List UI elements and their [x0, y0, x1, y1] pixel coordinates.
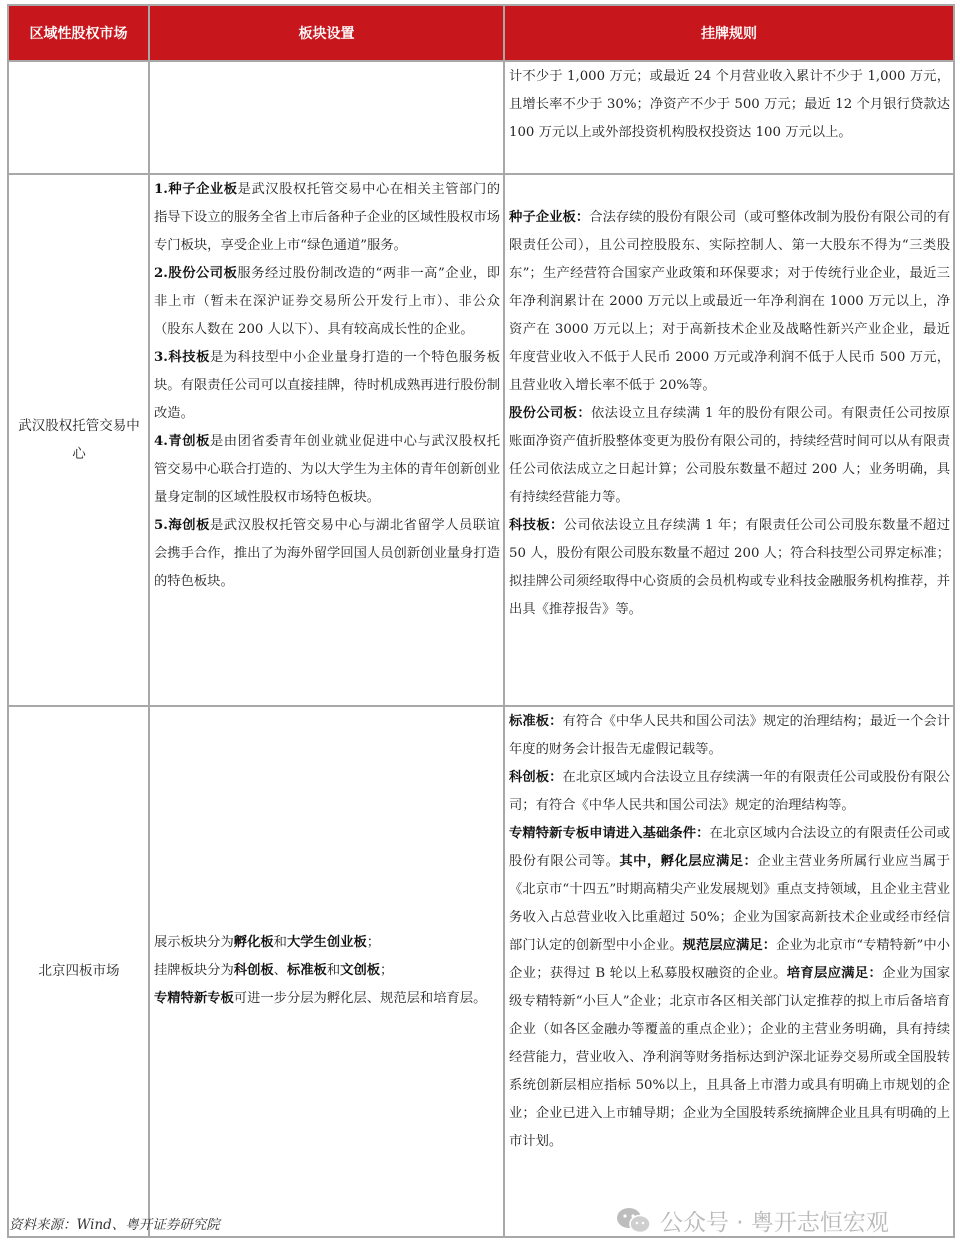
rich-paragraph: 挂牌板块分为科创板、标准板和文创板；: [154, 963, 394, 978]
rule-paragraph: 计不少于 1,000 万元；或最近 24 个月营业收入累计不少于 1,000 万元，且增长率不少于 30%；净资产不少于 500 万元；最近 12 个月银行贷款达 100 万元以上或外部投资机构股权投资达 100 万元以上。: [509, 69, 950, 140]
header-market: 区域性股权市场: [8, 5, 149, 61]
rich-paragraph: 标准板：有符合《中华人民共和国公司法》规定的治理结构；最近一个会计年度的财务会计报告无虚假记载等。: [509, 714, 951, 757]
rich-paragraph: 专精特新专板申请进入基础条件：在北京区域内合法设立的有限责任公司或股份有限公司等。其中，孵化层应满足：企业主营业务所属行业应当属于《北京市“十四五”时期高精尖产业发展规划》重点支持领域，且企业主营业务收入占总营业收入比重超过 50%；企业为国家高新技术企业或经市经信部门认定的创新型中小企业。规范层应满足：企业为北京市“专精特新”中小企业；获得过 B 轮以上私募股权融资的企业。培育层应满足：企业为国家级专精特新“小巨人”企业；北京市各区相关部门认定推荐的拟上市后备培育企业（如各区金融办等覆盖的重点企业）；企业的主营业务明确，具有持续经营能力，营业收入、净利润等财务指标达到沪深北证券交易所或全国股转系统创新层相应指标 50%以上，且具备上市潜力或具有明确上市规划的企业；企业已进入上市辅导期；企业为全国股转系统摘牌企业且具有明确的上市计划。: [509, 826, 951, 1149]
board-item: 2.股份公司板服务经过股份制改造的“两非一高”企业，即非上市（暂未在深沪证券交易所公开发行上市）、非公众（股东人数在 200 人以下）、具有较高成长性的企业。: [154, 266, 500, 337]
wechat-icon: [616, 1207, 652, 1235]
board-item: 1.种子企业板是武汉股权托管交易中心在相关主管部门的指导下设立的服务全省上市后备种子企业的区域性股权市场专门板块，享受企业上市“绿色通道”服务。: [154, 182, 501, 253]
table-row: [8, 61, 954, 174]
rules-cell: [504, 174, 954, 706]
source-note: 资料来源：Wind、粤开证券研究院: [9, 1217, 220, 1233]
listing-rules-table: [7, 4, 955, 1238]
rich-paragraph: 展示板块分为孵化板和大学生创业板；: [154, 935, 381, 950]
market-cell: 武汉股权托管交易中心: [8, 174, 149, 706]
market-cell: 北京四板市场: [8, 706, 149, 1237]
board-item: 5.海创板是武汉股权托管交易中心与湖北省留学人员联谊会携手合作，推出了为海外留学回国人员创新创业量身打造的特色板块。: [154, 518, 500, 589]
boards-cell: [149, 174, 504, 706]
rule-paragraph: 股份公司板：依法设立且存续满 1 年的股份有限公司。有限责任公司按原账面净资产值折股整体变更为股份有限公司的，持续经营时间可以从有限责任公司依法成立之日起计算；公司股东数量不超过 200 人；业务明确，具有持续经营能力等。: [509, 406, 950, 505]
market-cell: [8, 61, 149, 174]
rich-paragraph: 专精特新专板可进一步分层为孵化层、规范层和培育层。: [154, 991, 487, 1006]
rich-paragraph: 科创板：在北京区域内合法设立且存续满一年的有限责任公司或股份有限公司；有符合《中华人民共和国公司法》规定的治理结构等。: [509, 770, 951, 813]
boards-cell: [149, 61, 504, 174]
boards-cell: [149, 706, 504, 1237]
header-rules: 挂牌规则: [504, 5, 954, 61]
board-item: 3.科技板是为科技型中小企业量身打造的一个特色服务板块。有限责任公司可以直接挂牌，待时机成熟再进行股份制改造。: [154, 350, 500, 421]
boards-rich: [154, 929, 500, 1013]
header-boards: 板块设置: [149, 5, 504, 61]
rules-cell: [504, 61, 954, 174]
board-item: 4.青创板是由团省委青年创业就业促进中心与武汉股权托管交易中心联合打造的、为以大学生为主体的青年创新创业量身定制的区域性股权市场特色板块。: [154, 434, 500, 505]
rules-cell: [504, 706, 954, 1237]
rule-paragraph: 种子企业板：合法存续的股份有限公司（或可整体改制为股份有限公司的有限责任公司），且公司控股股东、实际控制人、第一大股东不得为“三类股东”；生产经营符合国家产业政策和环保要求；对于传统行业企业，最近三年净利润累计在 2000 万元以上或最近一年净利润在 1000 万元以上，净资产在 3000 万元以上；对于高新技术企业及战略性新兴产业企业，最近年度营业收入不低于人民币 2000 万元或净利润不低于人民币 500 万元，且营业收入增长率不低于 20%等。: [509, 210, 951, 393]
table-row: [8, 174, 954, 706]
table-row: [8, 706, 954, 1237]
watermark: [616, 1204, 889, 1237]
rules-rich: [509, 708, 950, 1156]
table-header-row: [8, 5, 954, 61]
watermark-text: 公众号 · 粤开志恒宏观: [660, 1210, 889, 1236]
rule-paragraph: 科技板：公司依法设立且存续满 1 年；有限责任公司公司股东数量不超过 50 人，股份有限公司股东数量不超过 200 人；符合科技型公司界定标准；拟挂牌公司须经取得中心资质的会员机构或专业科技金融服务机构推荐，并出具《推荐报告》等。: [509, 518, 950, 617]
